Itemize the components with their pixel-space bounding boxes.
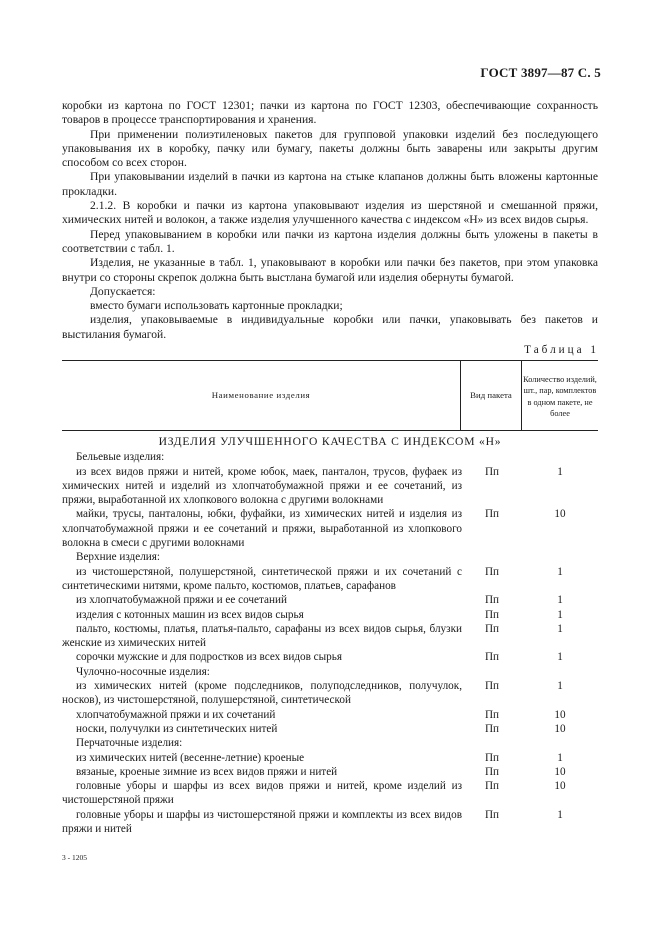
cell-quantity bbox=[522, 450, 598, 464]
paragraph: 2.1.2. В коробки и пачки из картона упаковывают изделия из шерстяной и смешанной пряжи, химических нитей и волокон, а также изделия улучшенного качества с индексом «Н» из всех видов сырья. bbox=[62, 199, 598, 227]
table-row bbox=[62, 708, 598, 722]
cell-quantity: 1 bbox=[557, 594, 563, 607]
cell-package-type bbox=[462, 450, 522, 464]
paragraph: При упаковывании изделий в пачки из картона на стыке клапанов должны быть вложены картонные прокладки. bbox=[62, 170, 598, 198]
table-row bbox=[62, 765, 598, 779]
cell-package-type: Пп bbox=[484, 651, 500, 664]
cell-product-name: из хлопчатобумажной пряжи и ее сочетаний bbox=[76, 594, 287, 607]
table-row bbox=[62, 593, 598, 607]
cell-package-type: Пп bbox=[484, 765, 500, 778]
cell-product-name: вязаные, кроеные зимние из всех видов пряжи и нитей bbox=[76, 765, 338, 778]
cell-package-type: Пп bbox=[484, 594, 500, 607]
cell-product-name: из всех видов пряжи и нитей, кроме юбок, маек, панталон, трусов, фуфаек из химических нитей и изделий из хлопчатобумажной пряжи и ее сочетаний, из пряжи, выработанной их хлопкового волокна с другими волокнами bbox=[62, 465, 462, 507]
cell-package-type: Пп bbox=[484, 465, 500, 478]
cell-product-name: Бельевые изделия: bbox=[76, 451, 165, 464]
cell-product-name: хлопчатобумажной пряжи и их сочетаний bbox=[76, 708, 276, 721]
cell-product-name: изделия с котонных машин из всех видов сырья bbox=[76, 608, 304, 621]
body-text bbox=[62, 99, 598, 342]
table-row bbox=[62, 722, 598, 736]
table-body bbox=[62, 450, 598, 836]
table-row bbox=[62, 465, 598, 508]
cell-quantity: 1 bbox=[557, 651, 563, 664]
paragraph: Допускается: bbox=[90, 284, 156, 298]
cell-quantity: 1 bbox=[557, 808, 563, 821]
paragraph: коробки из картона по ГОСТ 12301; пачки из картона по ГОСТ 12303, обеспечивающие сохранность товаров в процессе транспортирования и хранения. bbox=[62, 99, 598, 127]
table-row bbox=[62, 622, 598, 651]
cell-product-name: головные уборы и шарфы из всех видов пряжи и нитей, кроме изделий из чистошерстяной пряжи bbox=[62, 780, 462, 807]
page-header: ГОСТ 3897—87 С. 5 bbox=[480, 65, 601, 80]
page-footer-code: 3 - 1205 bbox=[62, 853, 87, 862]
cell-package-type: Пп bbox=[484, 680, 500, 693]
table-caption: Таблица 1 bbox=[524, 344, 599, 356]
cell-package-type: Пп bbox=[484, 722, 500, 735]
cell-product-name: Перчаточные изделия: bbox=[76, 737, 183, 750]
cell-quantity: 10 bbox=[554, 765, 566, 778]
table-category-row bbox=[62, 665, 598, 679]
cell-product-name: Верхние изделия: bbox=[76, 551, 161, 564]
table-row bbox=[62, 751, 598, 765]
cell-product-name: сорочки мужские и для подростков из всех видов сырья bbox=[76, 651, 343, 664]
table-category-row bbox=[62, 550, 598, 564]
cell-quantity: 1 bbox=[557, 565, 563, 578]
cell-quantity: 1 bbox=[557, 622, 563, 635]
cell-quantity: 10 bbox=[554, 722, 566, 735]
table-row bbox=[62, 565, 598, 594]
cell-package-type: Пп bbox=[484, 622, 500, 635]
cell-quantity: 10 bbox=[554, 780, 566, 793]
cell-package-type: Пп bbox=[484, 751, 500, 764]
cell-quantity bbox=[522, 550, 598, 564]
cell-quantity bbox=[522, 736, 598, 750]
cell-product-name: Чулочно-носочные изделия: bbox=[76, 665, 210, 678]
table-row bbox=[62, 808, 598, 837]
table-row bbox=[62, 507, 598, 550]
table-row bbox=[62, 650, 598, 664]
column-header-package-type: Вид пакета bbox=[460, 361, 521, 430]
cell-package-type: Пп bbox=[484, 708, 500, 721]
table-category-row bbox=[62, 736, 598, 750]
cell-package-type: Пп bbox=[484, 608, 500, 621]
paragraph: вместо бумаги использовать картонные прокладки; bbox=[90, 299, 343, 313]
cell-quantity: 1 bbox=[557, 751, 563, 764]
cell-product-name: майки, трусы, панталоны, юбки, фуфайки, из химических нитей и изделия из хлопчатобумажной пряжи и ее сочетаний и пряжи, выработанной из хлопкового волокна в смеси с другими волокнами bbox=[62, 508, 462, 550]
paragraph: изделия, упаковываемые в индивидуальные коробки или пачки, упаковывать без пакетов и выстилания бумагой. bbox=[62, 313, 598, 341]
cell-package-type: Пп bbox=[484, 508, 500, 521]
table-section-title: ИЗДЕЛИЯ УЛУЧШЕННОГО КАЧЕСТВА С ИНДЕКСОМ «Н» bbox=[158, 435, 502, 448]
cell-product-name: носки, получулки из синтетических нитей bbox=[76, 722, 278, 735]
cell-product-name: пальто, костюмы, платья, платья-пальто, сарафаны из всех видов сырья, блузки женские из химических нитей bbox=[62, 622, 462, 650]
table-category-row bbox=[62, 450, 598, 464]
paragraph: Изделия, не указанные в табл. 1, упаковывают в коробки или пачки без пакетов, при этом упаковка внутри со стороны скрепок должна быть выстлана бумагой или изделия обернуты бумагой. bbox=[62, 256, 598, 284]
cell-quantity: 1 bbox=[557, 608, 563, 621]
cell-package-type: Пп bbox=[484, 780, 500, 793]
cell-quantity: 10 bbox=[554, 508, 566, 521]
cell-product-name: головные уборы и шарфы из чистошерстяной пряжи и комплекты из всех видов пряжи и нитей bbox=[62, 808, 462, 836]
table-row bbox=[62, 679, 598, 708]
cell-package-type: Пп bbox=[484, 808, 500, 821]
cell-package-type bbox=[462, 550, 522, 564]
column-header-quantity: Количество изделий, шт., пар, комплектов в одном пакете, не более bbox=[521, 361, 598, 430]
cell-product-name: из химических нитей (весенне-летние) кроеные bbox=[76, 751, 305, 764]
paragraph: Перед упаковыванием в коробки или пачки из картона изделия должны быть уложены в пакеты в соответствии с табл. 1. bbox=[62, 227, 598, 255]
table-header bbox=[62, 360, 598, 431]
cell-package-type bbox=[462, 665, 522, 679]
cell-quantity: 1 bbox=[557, 465, 563, 478]
cell-quantity: 10 bbox=[554, 708, 566, 721]
cell-quantity: 1 bbox=[557, 680, 563, 693]
cell-package-type bbox=[462, 736, 522, 750]
cell-product-name: из химических нитей (кроме подследников, полуподследников, получулок, носков), из чистошерстяной, полушерстяной, синтетической bbox=[62, 680, 462, 707]
cell-product-name: из чистошерстяной, полушерстяной, синтетической пряжи и их сочетаний с синтетическими нитями, кроме пальто, костюмов, платьев, сарафанов bbox=[62, 565, 462, 592]
column-header-name: Наименование изделия bbox=[211, 390, 311, 401]
table-row bbox=[62, 608, 598, 622]
table-row bbox=[62, 779, 598, 808]
packaging-table bbox=[62, 360, 598, 836]
cell-package-type: Пп bbox=[484, 565, 500, 578]
paragraph: При применении полиэтиленовых пакетов для групповой упаковки изделий без последующего упаковывания их в коробку, пачку или бумагу, пакеты должны быть заварены или закрыты другим способом со всех сторон. bbox=[62, 127, 598, 170]
cell-quantity bbox=[522, 665, 598, 679]
